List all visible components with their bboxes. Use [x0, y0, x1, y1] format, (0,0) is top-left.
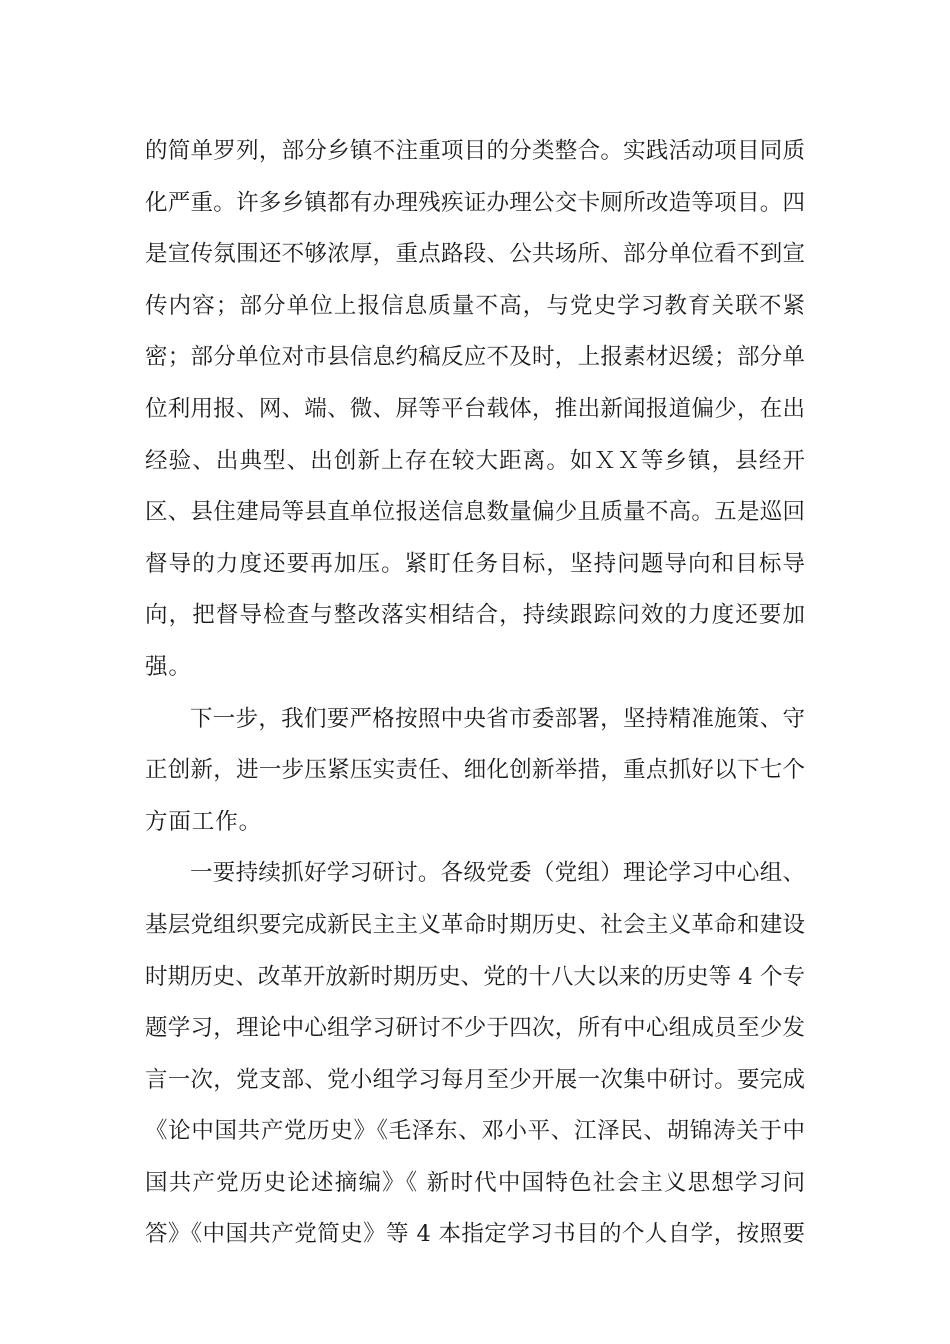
- text-line: 传内容；部分单位上报信息质量不高，与党史学习教育关联不紧: [145, 292, 805, 319]
- text-line: 位利用报、网、端、微、屏等平台载体，推出新闻报道偏少，在出: [145, 395, 805, 422]
- text-line: 是宣传氛围还不够浓厚，重点路段、公共场所、部分单位看不到宣: [145, 241, 805, 268]
- text-line: 言一次，党支部、党小组学习每月至少开展一次集中研讨。要完成: [145, 1066, 805, 1093]
- text-line: 密；部分单位对市县信息约稿反应不及时，上报素材迟缓；部分单: [145, 344, 805, 371]
- text-line: 时期历史、改革开放新时期历史、党的十八大以来的历史等 4 个专: [145, 963, 805, 990]
- text-line: 基层党组织要完成新民主主义革命时期历史、社会主义革命和建设: [145, 911, 805, 938]
- paragraph-first-line: 下一步，我们要严格按照中央省市委部署，坚持精准施策、守: [190, 705, 805, 732]
- text-line: 方面工作。: [145, 808, 263, 835]
- text-line: 区、县住建局等县直单位报送信息数量偏少且质量不高。五是巡回: [145, 499, 805, 526]
- text-line: 经验、出典型、出创新上存在较大距离。如ＸＸ等乡镇，县经开: [145, 447, 805, 474]
- text-line: 强。: [145, 653, 192, 680]
- text-line: 督导的力度还要再加压。紧盯任务目标，坚持问题导向和目标导: [145, 550, 805, 577]
- text-line: 国共产党历史论述摘编》《 新时代中国特色社会主义思想学习问: [145, 1169, 805, 1196]
- text-line: 《论中国共产党历史》《毛泽东、邓小平、江泽民、胡锦涛关于中: [145, 1118, 805, 1145]
- text-line: 答》《中国共产党简史》等 4 本指定学习书目的个人自学，按照要: [145, 1221, 805, 1248]
- text-line: 正创新，进一步压紧压实责任、细化创新举措，重点抓好以下七个: [145, 757, 805, 784]
- text-line: 化严重。许多乡镇都有办理残疾证办理公交卡厕所改造等项目。四: [145, 189, 805, 216]
- text-line: 的简单罗列，部分乡镇不注重项目的分类整合。实践活动项目同质: [145, 138, 805, 164]
- paragraph-first-line: 一要持续抓好学习研讨。各级党委（党组）理论学习中心组、: [190, 860, 805, 887]
- document-body: [145, 126, 805, 1261]
- text-line: 向，把督导检查与整改落实相结合，持续跟踪问效的力度还要加: [145, 602, 805, 629]
- text-line: 题学习，理论中心组学习研讨不少于四次，所有中心组成员至少发: [145, 1015, 805, 1042]
